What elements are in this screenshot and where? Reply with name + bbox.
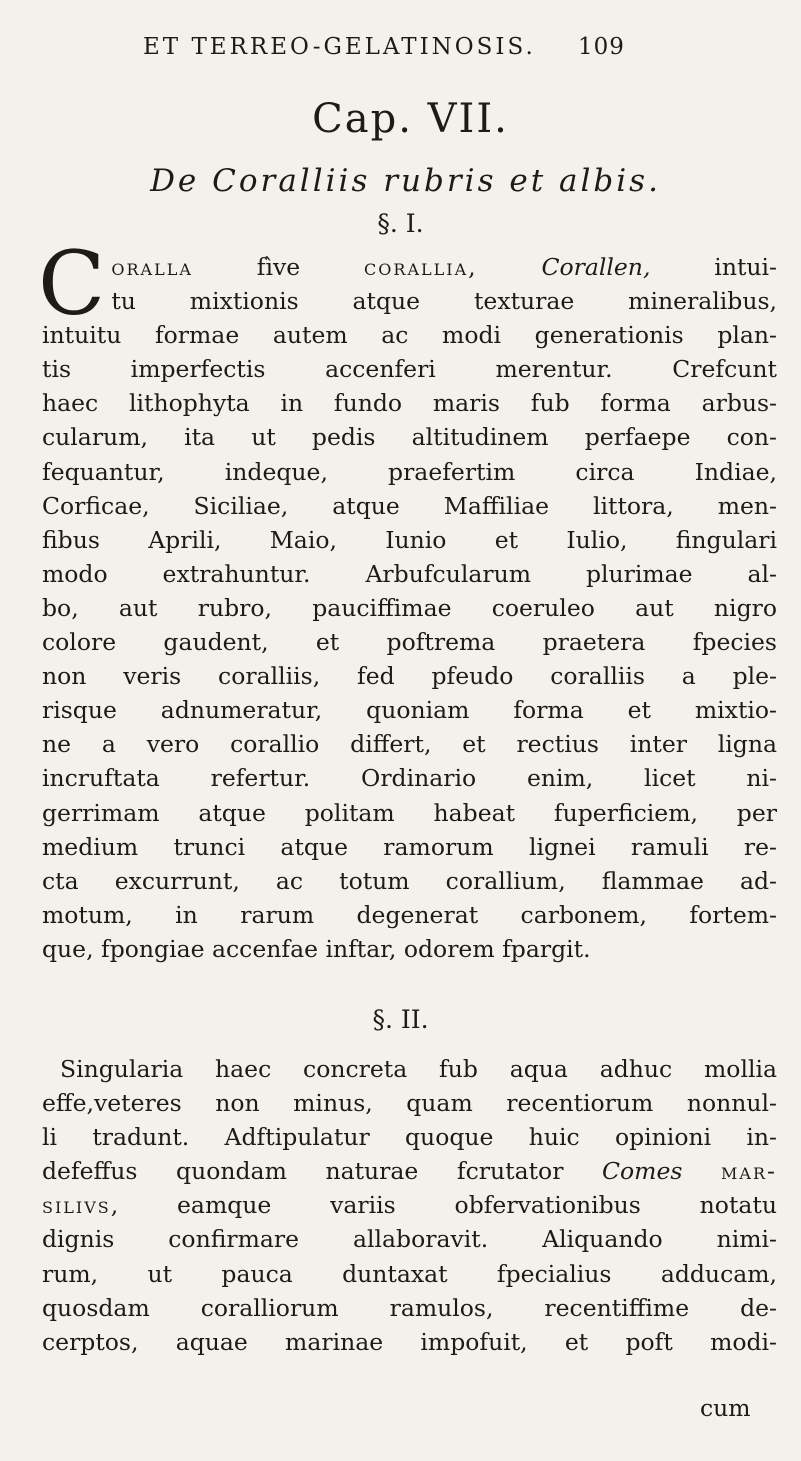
paragraph-line: fibus Aprili, Maio, Iunio et Iulio, fingulari <box>42 525 777 554</box>
chapter-title: Cap. VII. <box>312 96 509 142</box>
paragraph-line: ne a vero corallio differt, et rectius inter ligna <box>42 730 777 759</box>
paragraph-line: motum, in rarum degenerat carbonem, fortem- <box>42 900 777 929</box>
running-head <box>143 34 625 60</box>
paragraph-line: defeffus quondam naturae fcrutator Comes mar- <box>42 1157 777 1186</box>
catchword: cum <box>700 1394 751 1422</box>
section-mark-2: §. II. <box>372 1005 429 1034</box>
section-1-paragraph <box>38 232 777 966</box>
paragraph-line: colore gaudent, et poftrema praetera fpecies <box>42 628 777 657</box>
page-number: 109 <box>578 34 625 60</box>
paragraph-line: Corficae, Siciliae, atque Maffiliae littora, men- <box>42 491 777 520</box>
paragraph-line: intuitu formae autem ac modi generationis plan- <box>42 321 777 350</box>
drop-cap: C <box>38 232 106 335</box>
paragraph-line: silivs, eamque variis obfervationibus notatu <box>42 1191 777 1220</box>
paragraph-line: risque adnumeratur, quoniam forma et mixtio- <box>42 696 777 725</box>
paragraph-line: non veris coralliis, fed pfeudo coralliis a ple- <box>42 662 777 691</box>
paragraph-line: li tradunt. Adftipulatur quoque huic opinioni in- <box>42 1123 777 1152</box>
paragraph-line: cta excurrunt, ac totum corallium, flammae ad- <box>42 866 777 895</box>
paragraph-line: fequantur, indeque, praefertim circa Indiae, <box>42 457 777 486</box>
section-2-paragraph <box>42 1052 777 1359</box>
paragraph-line: gerrimam atque politam habeat fuperficiem, per <box>42 798 777 827</box>
paragraph-line: cularum, ita ut pedis altitudinem perfaepe con- <box>42 423 777 452</box>
paragraph-line: bo, aut rubro, pauciffimae coeruleo aut nigro <box>42 593 777 622</box>
paragraph-line: modo extrahuntur. Arbufcularum plurimae al- <box>42 559 777 588</box>
paragraph-line: haec lithophyta in fundo maris fub forma arbus- <box>42 389 777 418</box>
chapter-subtitle: De Coralliis rubris et albis. <box>150 163 661 199</box>
running-head-title: ET TERREO-GELATINOSIS. <box>143 34 536 60</box>
paragraph-line: tu mixtionis atque texturae mineralibus, <box>111 287 777 316</box>
paragraph-line: medium trunci atque ramorum lignei ramuli re- <box>42 832 777 861</box>
paragraph-line: effe,veteres non minus, quam recentiorum nonnul- <box>42 1089 777 1118</box>
paragraph-line: dignis confirmare allaboravit. Aliquando nimi- <box>42 1225 777 1254</box>
paragraph-line: que, fpongiae accenfae inftar, odorem fpargit. <box>42 934 591 963</box>
paragraph-line: tis imperfectis accenferi merentur. Crefcunt <box>42 355 777 384</box>
paragraph-line: quosdam coralliorum ramulos, recentiffime de- <box>42 1293 777 1322</box>
paragraph-line: rum, ut pauca duntaxat fpecialius adducam, <box>42 1259 777 1288</box>
paragraph-line: incruftata refertur. Ordinario enim, licet ni- <box>42 764 777 793</box>
paragraph-line: oralla fìve corallia, Corallen, intui- <box>111 253 777 281</box>
section-mark-1: §. I. <box>377 209 424 238</box>
paragraph-line: cerptos, aquae marinae impofuit, et poft modi- <box>42 1327 777 1356</box>
paragraph-line: Singularia haec concreta fub aqua adhuc mollia <box>60 1055 777 1083</box>
